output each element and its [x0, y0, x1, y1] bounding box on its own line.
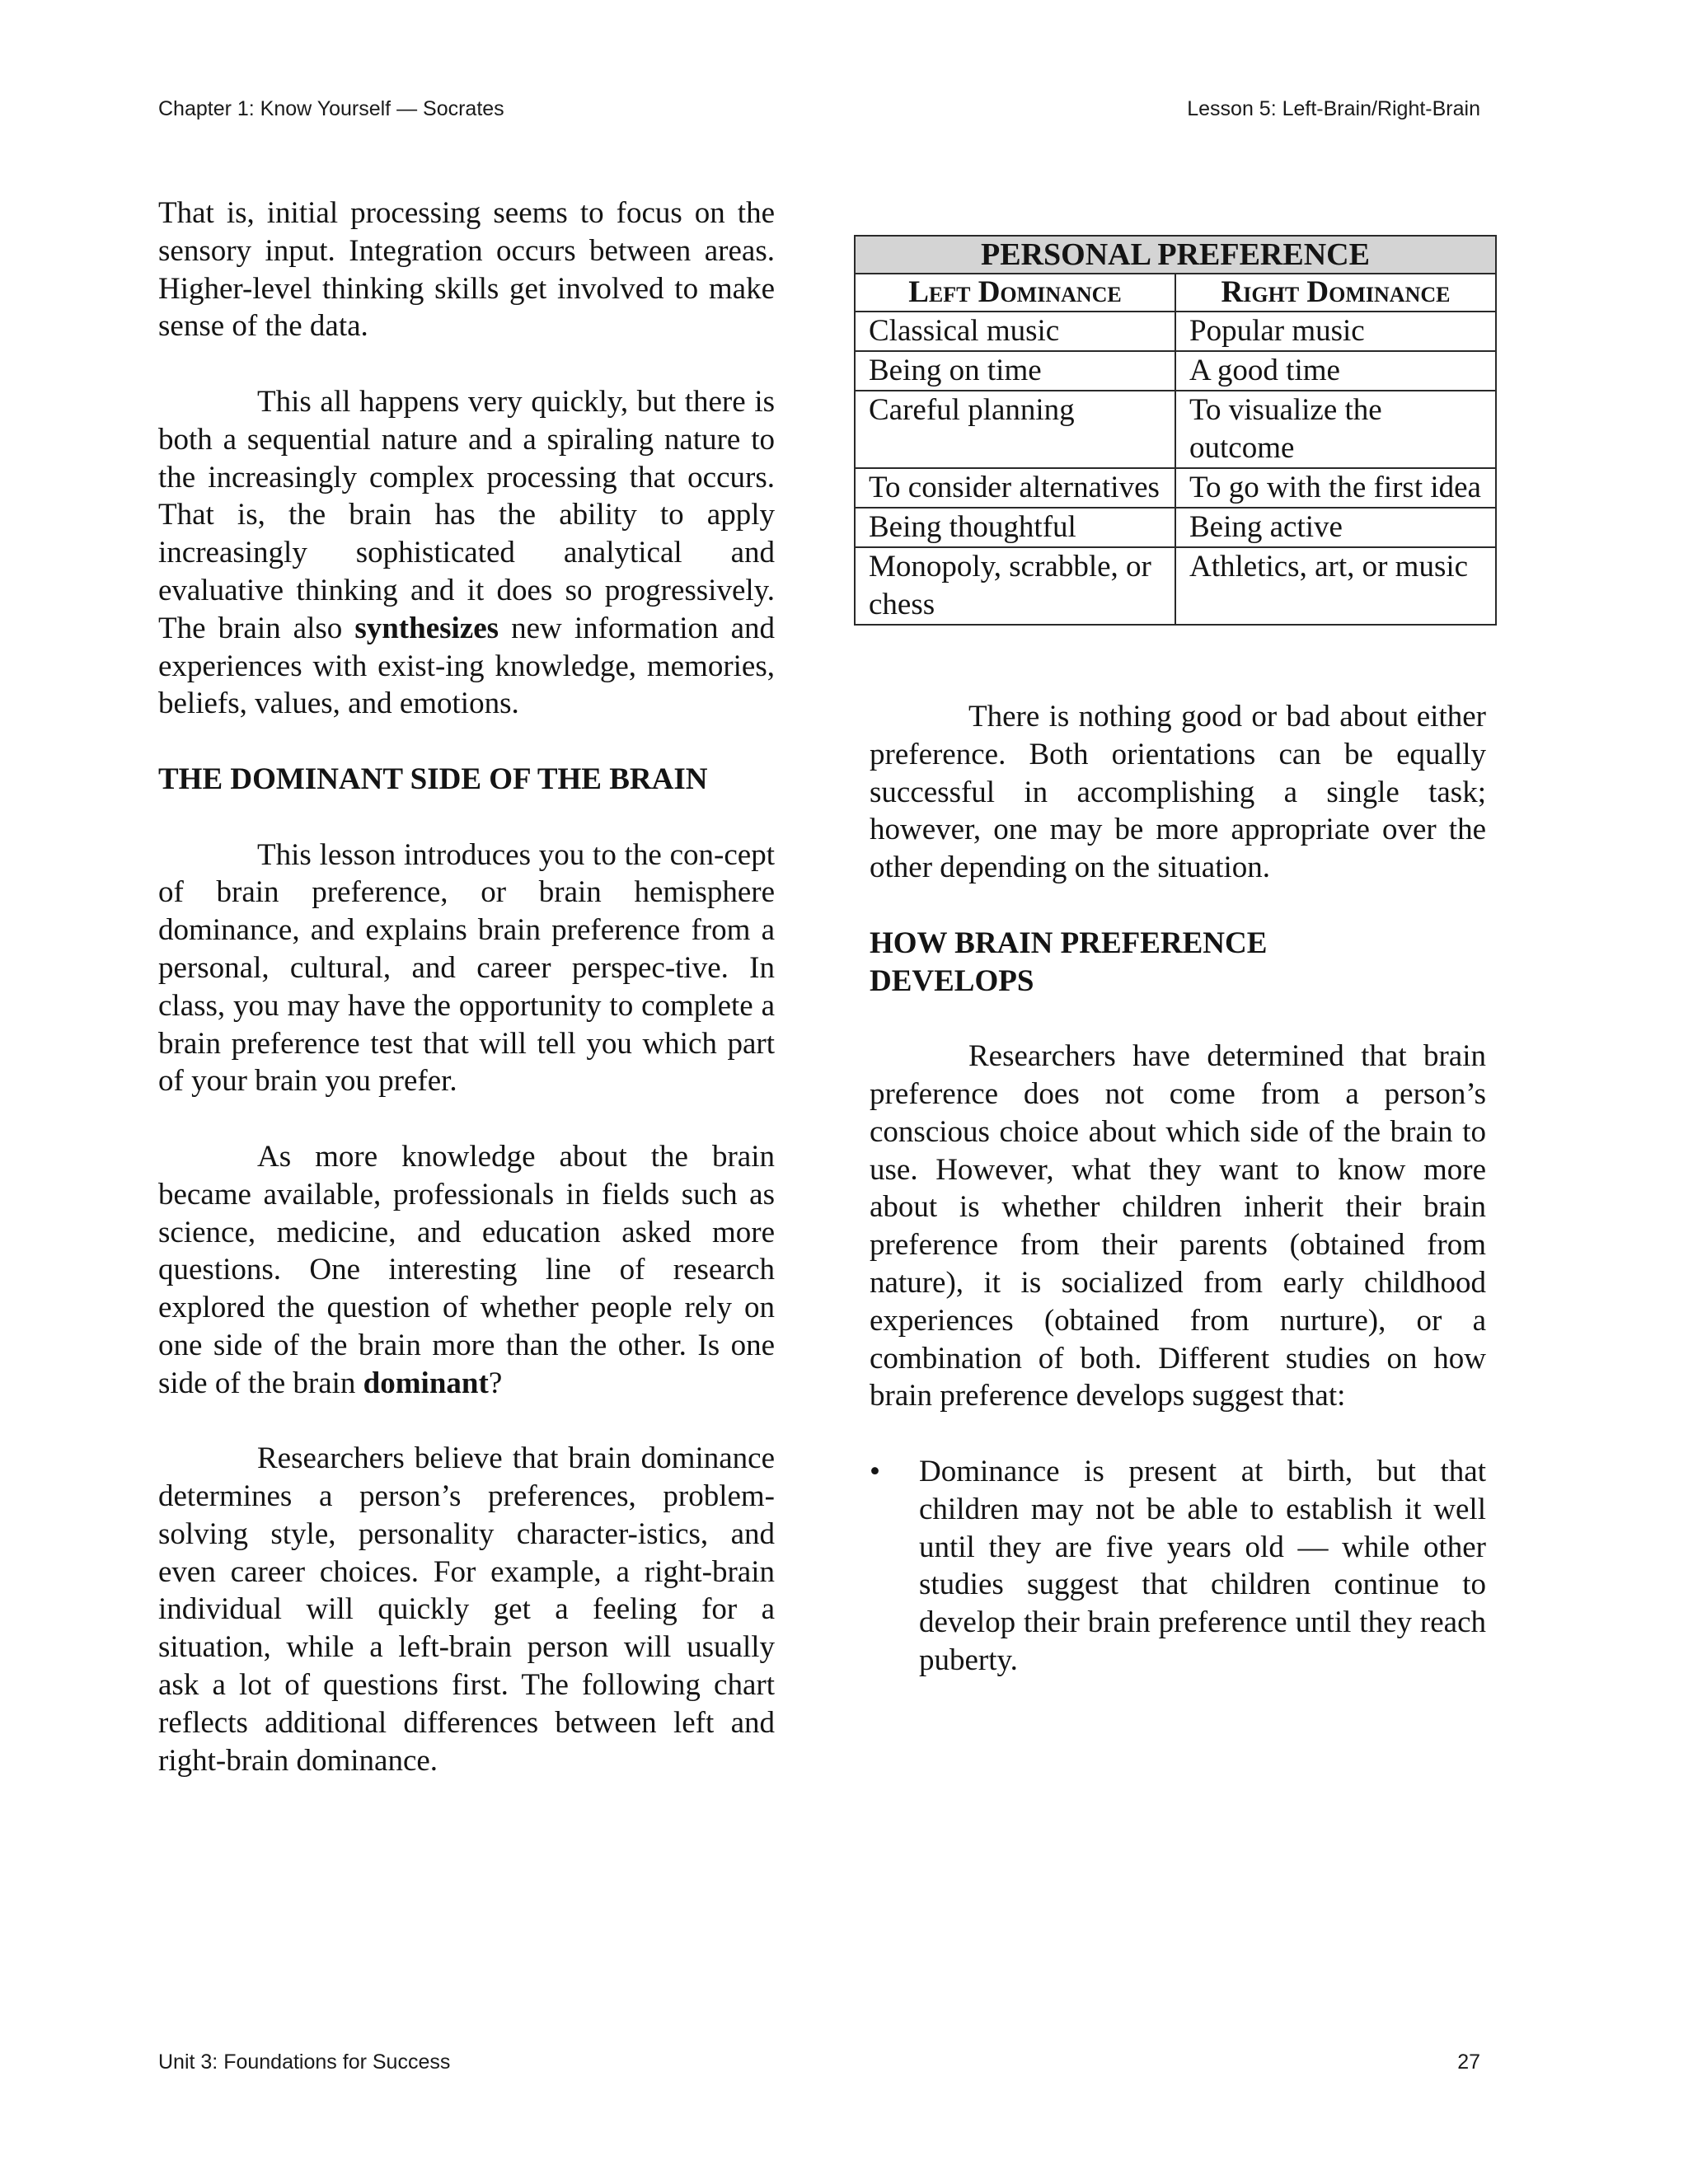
table-row [855, 468, 1496, 508]
paragraph-integration: That is, initial processing seems to focus on the sensory input. Integration occurs between areas. Higher-level thinking skills get involved to make sense of the data. [158, 196, 775, 344]
table-cell-right: Athletics, art, or music [1175, 547, 1496, 625]
left-column [158, 194, 775, 1779]
table-row [855, 508, 1496, 547]
right-column [870, 698, 1486, 1680]
table-row [855, 391, 1496, 468]
running-header-chapter: Chapter 1: Know Yourself — Socrates [158, 97, 504, 120]
table-cell-left: To consider alternatives [855, 468, 1175, 508]
paragraph-research-question: As more knowledge about the brain became available, professionals in fields such as science, medicine, and education asked more questions. One interesting line of research explored the question of whether people rely on one side of the brain more than the other. Is one side of the brain dominant? [158, 1139, 775, 1400]
term-synthesizes: synthesizes [354, 611, 499, 645]
term-dominant: dominant [363, 1366, 489, 1400]
heading-dominant-side: THE DOMINANT SIDE OF THE BRAIN [158, 762, 708, 796]
table-row [855, 351, 1496, 391]
table-cell-left: Being thoughtful [855, 508, 1175, 547]
table-cell-left: Classical music [855, 312, 1175, 351]
running-footer-unit: Unit 3: Foundations for Success [158, 2050, 451, 2074]
table-cell-right: Popular music [1175, 312, 1496, 351]
column-header-right-dominance: Right Dominance [1175, 274, 1496, 312]
heading-how-brain-preference-develops: HOW BRAIN PREFERENCE DEVELOPS [870, 926, 1268, 998]
paragraph-sequential-spiraling: This all happens very quickly, but there is both a sequential nature and a spiraling nature to the increasingly complex processing that occurs. That is, the brain has the ability to apply increasingly sophisticated analytical and evaluative thinking and it does so progressively. The brain also synthesizes new information and experiences with exist-ing knowledge, memories, beliefs, values, and emotions. [158, 384, 775, 721]
paragraph-nothing-good-or-bad: There is nothing good or bad about either preference. Both orientations can be equally successful in accomplishing a single task; however, one may be more appropriate over the other depending on the situation. [870, 700, 1486, 885]
table-cell-right: A good time [1175, 351, 1496, 391]
paragraph-lesson-intro: This lesson introduces you to the con-cept of brain preference, or brain hemisphere dominance, and explains brain preference from a personal, cultural, and career perspec-tive. In class, you may have the opportunity to complete a brain preference test that will tell you which part of your brain you prefer. [158, 837, 775, 1099]
bullet-dot-icon: • [870, 1454, 880, 1488]
personal-preference-table [854, 235, 1497, 626]
table-cell-left: Being on time [855, 351, 1175, 391]
table-cell-left: Monopoly, scrabble, or chess [855, 547, 1175, 625]
table-cell-right: To go with the first idea [1175, 468, 1496, 508]
list-item: • Dominance is present at birth, but that children may not be able to establish it well until they are five years old — while other studies suggest that children continue to develop their brain preference until they reach puberty. [870, 1454, 1486, 1677]
table-cell-right: To visualize the outcome [1175, 391, 1496, 468]
running-header-lesson: Lesson 5: Left-Brain/Right-Brain [1187, 97, 1480, 120]
table-cell-left: Careful planning [855, 391, 1175, 468]
bullet-list [870, 1453, 1486, 1680]
table-row [855, 547, 1496, 625]
table-title: PERSONAL PREFERENCE [855, 236, 1496, 274]
column-header-left-dominance: Left Dominance [855, 274, 1175, 312]
paragraph-researchers-believe: Researchers believe that brain dominance determines a person’s preferences, problem-solving style, personality character-istics, and even career choices. For example, a right-brain individual will quickly get a feeling for a situation, while a left-brain person will usually ask a lot of questions first. The following chart reflects additional differences between left and right-brain dominance. [158, 1441, 775, 1778]
table-cell-right: Being active [1175, 508, 1496, 547]
table-row [855, 312, 1496, 351]
page-number: 27 [1457, 2050, 1480, 2074]
paragraph-researchers-determined: Researchers have determined that brain preference does not come from a person’s conscious choice about which side of the brain to use. However, what they want to know more about is whether children inherit their brain preference from their parents (obtained from nature), it is socialized from early childhood experiences (obtained from nurture), or a combination of both. Different studies on how brain preference develops suggest that: [870, 1039, 1486, 1413]
